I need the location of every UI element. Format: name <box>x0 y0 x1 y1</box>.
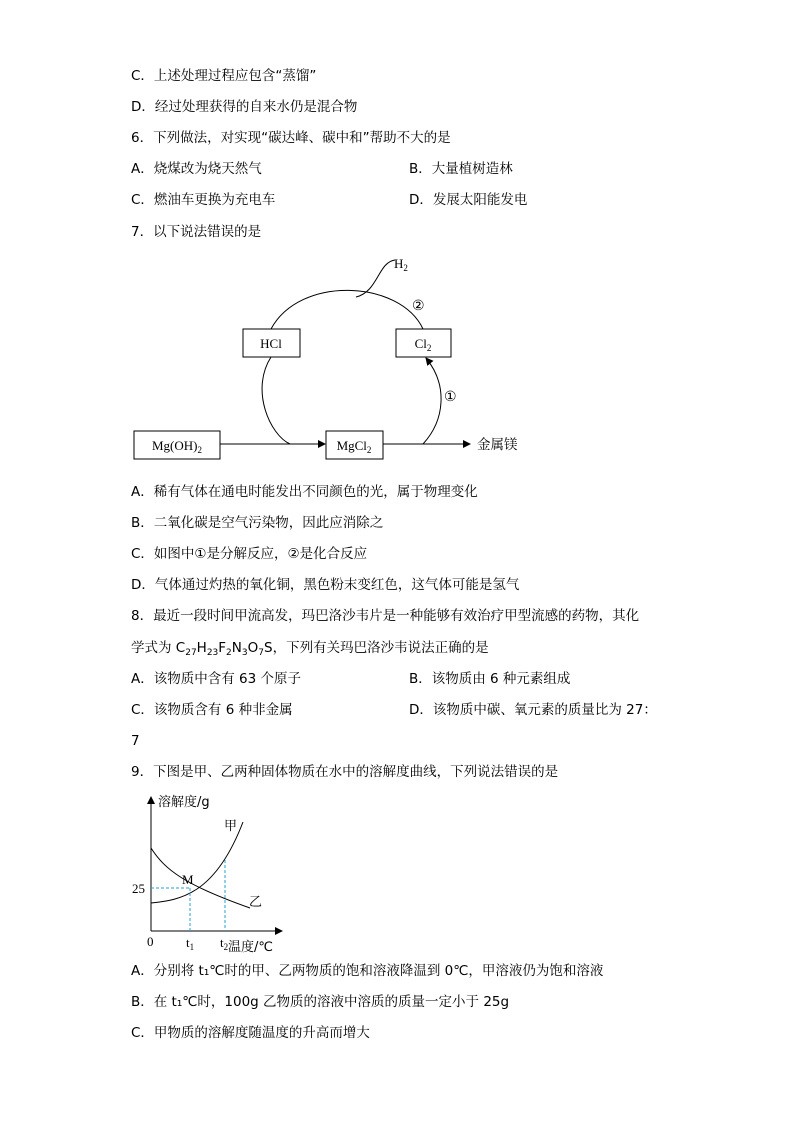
q8-option-a: A．该物质中含有 63 个原子 <box>131 671 301 687</box>
cl2-label: $Cl_2$ <box>414 336 432 353</box>
x-tick-t1: $t_1$ <box>186 935 195 952</box>
q8-option-d: D．该物质中碳、氧元素的质量比为 27： <box>409 702 657 718</box>
product-label: 金属镁 <box>477 437 518 453</box>
curve-jia <box>151 822 243 903</box>
q9-stem: 9．下图是甲、乙两种固体物质在水中的溶解度曲线，下列说法错误的是 <box>131 764 559 780</box>
point-m-label: M <box>182 872 194 887</box>
y-tick-25: 25 <box>132 881 145 896</box>
q8-stem-line1: 8．最近一段时间甲流高发，玛巴洛沙韦片是一种能够有效治疗甲型流感的药物，其化 <box>131 608 640 624</box>
mgoh2-label: $Mg(OH)_2$ <box>152 438 202 455</box>
curve-yi <box>151 848 250 908</box>
q5-option-d: D．经过处理获得的自来水仍是混合物 <box>131 99 358 115</box>
q7-stem: 7．以下说法错误的是 <box>131 224 262 240</box>
q7-option-c: C．如图中①是分解反应，②是化合反应 <box>131 546 368 562</box>
q5-option-c: C．上述处理过程应包含“蒸馏” <box>131 68 317 84</box>
q9-option-a: A．分别将 t₁℃时的甲、乙两物质的饱和溶液降温到 0℃，甲溶液仍为饱和溶液 <box>131 963 604 979</box>
q7-option-a: A．稀有气体在通电时能发出不同颜色的光，属于物理变化 <box>131 484 478 500</box>
q7-option-d: D．气体通过灼热的氧化铜，黑色粉末变红色，这气体可能是氢气 <box>131 577 520 593</box>
y-axis-label: 溶解度/g <box>158 795 210 810</box>
step1-marker: ① <box>444 390 457 405</box>
h2-label: $H_2$ <box>394 256 408 273</box>
q8-option-d-continued: 7 <box>131 733 140 749</box>
x-tick-t2: $t_2$ <box>220 935 229 952</box>
q7-option-b: B．二氧化碳是空气污染物，因此应消除之 <box>131 515 384 531</box>
q9-option-c: C．甲物质的溶解度随温度的升高而增大 <box>131 1025 370 1041</box>
q6-option-d: D．发展太阳能发电 <box>409 192 528 208</box>
q6-stem: 6．下列做法，对实现“碳达峰、碳中和”帮助不大的是 <box>131 130 451 146</box>
mgcl2-label: MgCl$_2$ <box>336 438 372 455</box>
origin-label: 0 <box>147 934 154 949</box>
q8-option-b: B．该物质由 6 种元素组成 <box>409 671 571 687</box>
x-axis-label: 温度/℃ <box>228 940 273 955</box>
q6-option-b: B．大量植树造林 <box>409 161 513 177</box>
curve-jia-label: 甲 <box>224 819 238 834</box>
q8-stem-line2: 学式为 $C_{27}H_{23}F_2N_3O_7S$，下列有关玛巴洛沙韦说法正确的是 <box>131 640 489 658</box>
q8-option-c: C．该物质含有 6 种非金属 <box>131 702 293 718</box>
hcl-label: HCl <box>260 336 282 351</box>
step2-marker: ② <box>412 299 425 314</box>
q6-option-a: A．烧煤改为烧天然气 <box>131 161 262 177</box>
q6-option-c: C．燃油车更换为充电车 <box>131 192 276 208</box>
q9-option-b: B．在 t₁℃时，100g 乙物质的溶液中溶质的质量一定小于 25g <box>131 994 510 1010</box>
curve-yi-label: 乙 <box>249 895 263 910</box>
